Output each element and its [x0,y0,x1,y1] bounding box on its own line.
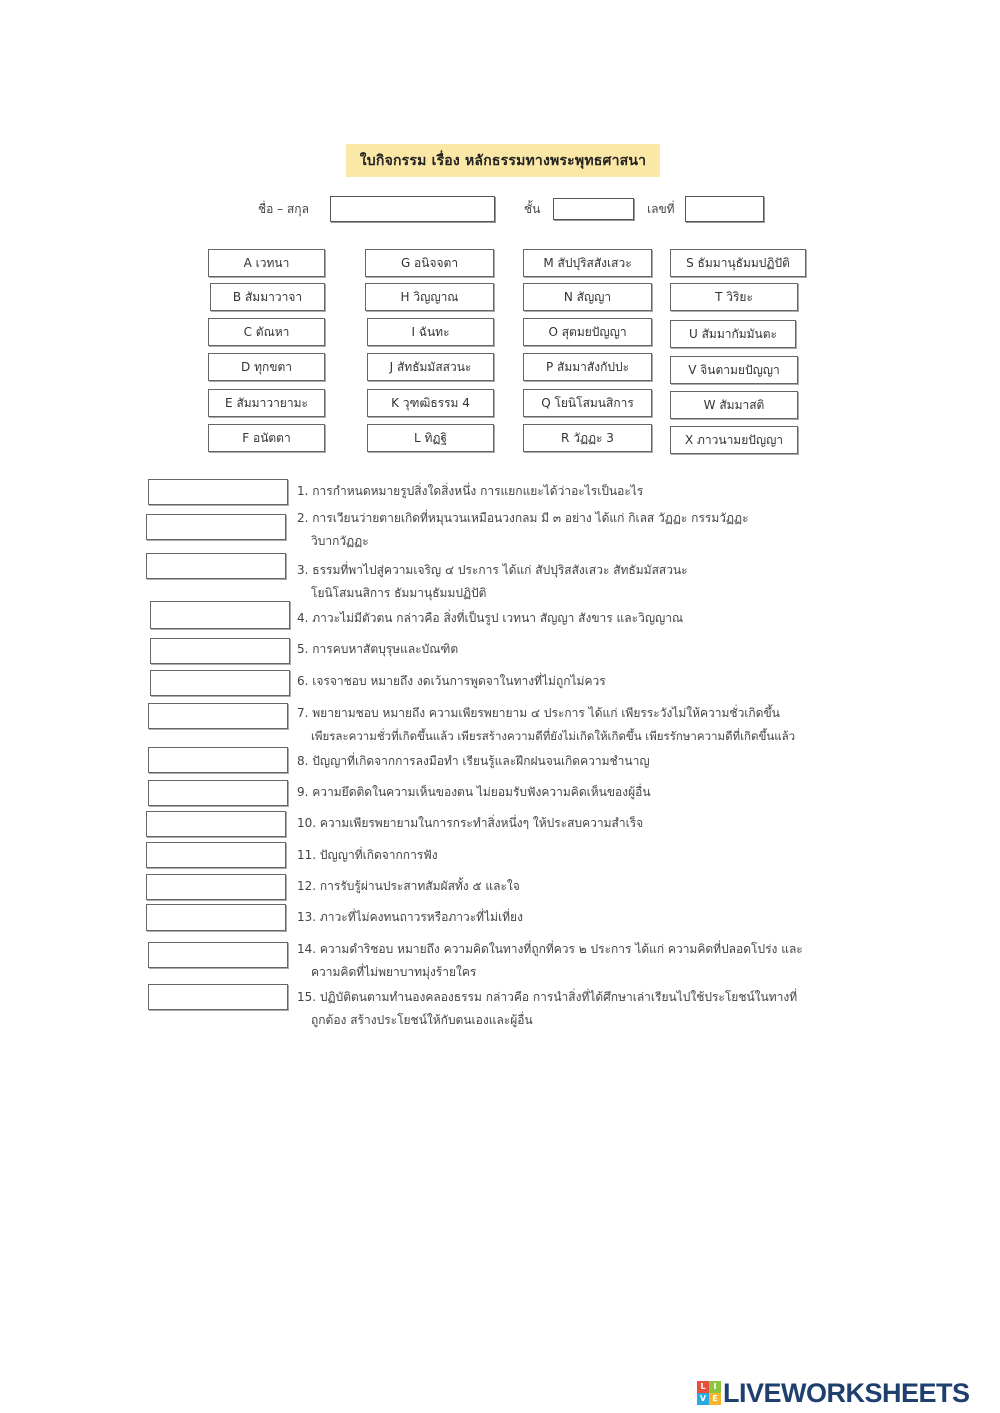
answer-box-8[interactable] [148,747,288,773]
question-11 [297,844,837,867]
option-f[interactable]: F อนัตตา [208,424,325,452]
question-6 [297,670,837,693]
question-9-line-1: 9. ความยึดติดในความเห็นของตน ไม่ยอมรับฟังความคิดเห็นของผู้อื่น [297,785,651,799]
option-h[interactable]: H วิญญาณ [365,283,494,311]
answer-box-12[interactable] [146,874,286,900]
question-5-line-1: 5. การคบหาสัตบุรุษและบัณฑิต [297,642,459,656]
question-15 [297,986,827,1032]
logo-mark-i: I [709,1381,721,1393]
answer-box-11[interactable] [146,842,286,868]
option-s[interactable]: S ธัมมานุธัมมปฏิปัติ [670,249,806,277]
question-12 [297,875,837,898]
question-4 [297,607,837,630]
answer-box-1[interactable] [148,479,288,505]
question-1-line-1: 1. การกำหนดหมายรูปสิ่งใดสิ่งหนึ่ง การแยกแยะได้ว่าอะไรเป็นอะไร [297,484,644,498]
option-g[interactable]: G อนิจจตา [365,249,494,277]
option-p[interactable]: P สัมมาสังกัปปะ [523,353,652,381]
answer-box-3[interactable] [146,553,286,579]
question-7 [297,702,827,748]
option-x[interactable]: X ภาวนามยปัญญา [670,426,798,454]
answer-box-13[interactable] [146,904,286,931]
option-j[interactable]: J สัทธัมมัสสวนะ [367,353,494,381]
option-m[interactable]: M สัปปุริสสังเสวะ [523,249,652,277]
answer-box-2[interactable] [146,514,286,540]
option-d[interactable]: D ทุกขตา [208,353,325,381]
question-4-line-1: 4. ภาวะไม่มีตัวตน กล่าวคือ สิ่งที่เป็นรูป เวทนา สัญญา สังขาร และวิญญาณ [297,611,684,625]
liveworksheets-logo [697,1378,970,1408]
page-title: ใบกิจกรรม เรื่อง หลักธรรมทางพระพุทธศาสนา [346,144,660,177]
answer-box-9[interactable] [148,780,288,806]
option-i[interactable]: I ฉันทะ [367,318,494,346]
question-13-line-1: 13. ภาวะที่ไม่คงทนถาวรหรือภาวะที่ไม่เที่ยง [297,910,523,924]
option-v[interactable]: V จินตามยปัญญา [670,356,798,384]
logo-text: LIVEWORKSHEETS [723,1377,970,1408]
question-11-line-1: 11. ปัญญาที่เกิดจากการฟัง [297,848,438,862]
name-field[interactable] [330,196,495,222]
answer-box-10[interactable] [146,811,286,837]
question-14 [297,938,827,984]
question-5 [297,638,837,661]
class-field[interactable] [553,198,634,220]
name-label: ชื่อ – สกุล [258,202,309,216]
answer-box-7[interactable] [148,703,288,729]
question-7-line-1: 7. พยายามชอบ หมายถึง ความเพียรพยายาม ๔ ประการ ได้แก่ เพียรระวังไม่ให้ความชั่วเกิดขึ้น [297,706,780,720]
question-7-line-2: เพียรละความชั่วที่เกิดขึ้นแล้ว เพียรสร้างความดีที่ยังไม่เกิดให้เกิดขึ้น เพียรรักษาความดีที่เกิดขึ้นแล้ว [311,729,796,743]
question-14-line-1: 14. ความดำริชอบ หมายถึง ความคิดในทางที่ถูกที่ควร ๒ ประการ ได้แก่ ความคิดที่ปลอดโปร่ง และ [297,942,803,956]
question-2 [297,507,837,553]
option-c[interactable]: C ตัณหา [208,318,325,346]
question-6-line-1: 6. เจรจาชอบ หมายถึง งดเว้นการพูดจาในทางที่ไม่ถูกไม่ควร [297,674,606,688]
question-8-line-1: 8. ปัญญาที่เกิดจากการลงมือทำ เรียนรู้และฝึกฝนจนเกิดความชำนาญ [297,754,650,768]
question-3-line-1: 3. ธรรมที่พาไปสู่ความเจริญ ๔ ประการ ได้แก่ สัปปุริสสังเสวะ สัทธัมมัสสวนะ [297,563,688,577]
option-k[interactable]: K วุฑฒิธรรม 4 [367,389,494,417]
question-2-line-1: 2. การเวียนว่ายตายเกิดที่หมุนวนเหมือนวงกลม มี ๓ อย่าง ได้แก่ กิเลส วัฏฏะ กรรมวัฏฏะ [297,511,749,525]
class-label: ชั้น [524,202,541,216]
question-10 [297,812,837,835]
question-12-line-1: 12. การรับรู้ผ่านประสาทสัมผัสทั้ง ๕ และใจ [297,879,520,893]
question-15-line-2: ถูกต้อง สร้างประโยชน์ให้กับตนเองและผู้อื่น [311,1013,533,1027]
option-t[interactable]: T วิริยะ [670,283,798,311]
option-n[interactable]: N สัญญา [523,283,652,311]
option-w[interactable]: W สัมมาสติ [670,391,798,419]
option-a[interactable]: A เวทนา [208,249,325,277]
question-14-line-2: ความคิดที่ไม่พยาบาทมุ่งร้ายใคร [311,965,477,979]
number-label: เลขที่ [647,202,675,216]
option-b[interactable]: B สัมมาวาจา [210,283,325,311]
option-l[interactable]: L ทิฏฐิ [367,424,494,452]
question-10-line-1: 10. ความเพียรพยายามในการกระทำสิ่งหนึ่งๆ ให้ประสบความสำเร็จ [297,816,644,830]
answer-box-6[interactable] [150,670,290,696]
question-3-line-2: โยนิโสมนสิการ ธัมมานุธัมมปฏิปัติ [311,586,487,600]
question-1 [297,480,837,503]
question-13 [297,906,837,929]
question-2-line-2: วิบากวัฏฏะ [311,534,369,548]
option-o[interactable]: O สุตมยปัญญา [523,318,652,346]
number-field[interactable] [685,196,764,222]
option-u[interactable]: U สัมมากัมมันตะ [670,320,796,348]
logo-mark-e: E [709,1393,721,1405]
option-r[interactable]: R วัฏฏะ 3 [523,424,652,452]
answer-box-15[interactable] [148,984,288,1010]
option-e[interactable]: E สัมมาวายามะ [208,389,325,417]
answer-box-4[interactable] [150,601,290,629]
question-3 [297,559,837,605]
logo-mark-l: L [697,1381,709,1393]
logo-mark-v: V [697,1393,709,1405]
question-9 [297,781,837,804]
answer-box-14[interactable] [148,942,288,968]
question-15-line-1: 15. ปฏิบัติตนตามทำนองคลองธรรม กล่าวคือ การนำสิ่งที่ได้ศึกษาเล่าเรียนไปใช้ประโยชน์ในทางที่ [297,990,798,1004]
logo-mark-icon [697,1381,721,1405]
option-q[interactable]: Q โยนิโสมนสิการ [523,389,652,417]
question-8 [297,750,837,773]
answer-box-5[interactable] [150,638,290,664]
